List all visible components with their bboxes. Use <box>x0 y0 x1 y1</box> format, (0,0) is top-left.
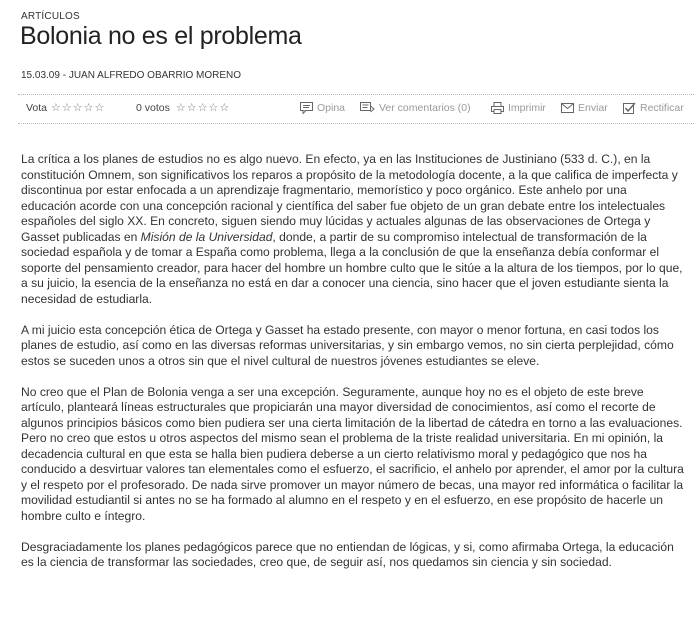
article-toolbar <box>18 94 694 124</box>
body-paragraph-1 <box>21 152 685 307</box>
article-byline: 15.03.09 - JUAN ALFREDO OBARRIO MORENO <box>21 70 242 81</box>
vote-widget <box>26 102 104 114</box>
body-paragraph-2: A mi juicio esta concepción ética de Ortega y Gasset ha estado presente, con mayor o menor fortuna, en casi todos los planes de estudio, así como en las diversas reformas universitarias, y sin embargo vemos, no sin cierta perplejidad, cómo estos se suceden unos a otros sin que el nivel cultural de nuestros jóvenes estudiantes se eleve. <box>21 322 674 368</box>
send-label: Enviar <box>578 102 608 114</box>
section-label: ARTÍCULOS <box>21 11 80 22</box>
star-icon[interactable]: ☆ <box>83 101 94 114</box>
view-comments-label: Ver comentarios (0) <box>379 102 471 114</box>
rectify-button[interactable] <box>623 102 684 114</box>
star-icon[interactable]: ☆ <box>72 101 83 114</box>
rectify-label: Rectificar <box>640 102 684 114</box>
body-text-span: La crítica a los planes de estudios no es algo nuevo. En efecto, ya en las Instituciones de Justiniano (533 d. C.), en la constitución Omnem, son significativos los reparos a propósito de la metodología docente, a la que califica de imperfecta y discontinua por estar enfocada a un aprendizaje fragmentario, memorístico y poco orgánico. Este anhelo por una educación acorde con una concepción racional y científica del saber fue objeto de un gran debate entre los intelectuales españoles del siglo XX. En concreto, siguen siendo muy lúcidas y actuales algunas de las observaciones de Ortega y Gasset publicadas en <box>21 152 678 244</box>
body-paragraph-3: No creo que el Plan de Bolonia venga a ser una excepción. Seguramente, aunque hoy no es el objeto de este breve artículo, planteará líneas estructurales que propiciarán una mayor diversidad de conocimientos, así como el recorte de algunos principios básicos como bien pudiera ser una cierta limitación de la libertad de cátedra en torno a las evaluaciones. Pero no creo que estos u otros aspectos del mismo sean el problema de la triste realidad universitaria. En mi opinión, la decadencia cultural en que esta se halla bien pudiera deberse a un cierto relativismo moral y pedagógico que nos ha conducido a desvirtuar valores tan elementales como el esfuerzo, el sacrificio, el anhelo por aprender, el amor por la cultura y el respeto por el profesorado. De nada sirve promover un mayor número de becas, una mayor red informática o facilitar la movilidad estudiantil si antes no se ha formado al alumno en el respeto y en el esfuerzo, en ese propósito de hacerle un hombre culto e íntegro. <box>21 384 684 523</box>
view-comments-button[interactable] <box>360 102 471 114</box>
star-icon[interactable]: ☆ <box>94 101 105 114</box>
votes-widget <box>136 102 229 114</box>
article-title: Bolonia no es el problema <box>20 22 302 50</box>
star-icon: ☆ <box>175 101 186 114</box>
comment-icon <box>300 102 313 114</box>
print-button[interactable] <box>491 102 546 114</box>
star-icon[interactable]: ☆ <box>61 101 72 114</box>
body-paragraph-4: Desgraciadamente los planes pedagógicos parece que no entiendan de lógicas, y si, como afirmaba Ortega, la educación es la ciencia de transformar las sociedades, creo que, de seguir así, nos quedamos sin ciencia y sin sociedad. <box>21 539 674 569</box>
opina-button[interactable] <box>300 102 345 114</box>
opina-label: Opina <box>317 102 346 114</box>
printer-icon <box>491 102 504 114</box>
votes-count: 0 votos <box>136 102 170 114</box>
checkbox-icon <box>623 102 636 114</box>
send-button[interactable] <box>561 102 608 114</box>
body-text-span: , donde, a partir de su compromiso intelectual de transformación de la sociedad española y de tomar a España como problema, llega a la conclusión de que la enseñanza debía conformar el soporte del pensamiento creador, para hacer del hombre un hombre culto que le sitúe a la altura de los tiempos, por lo que, a su juicio, la esencia de la enseñanza no está en dar a conocer una ciencia, sino hacer que el joven estudiante sienta la necesidad de estudiarla. <box>21 229 683 306</box>
star-icon: ☆ <box>186 101 197 114</box>
vote-stars[interactable] <box>51 103 104 114</box>
book-title: Misión de la Universidad <box>140 229 273 244</box>
vote-label: Vota <box>26 102 48 114</box>
article-body <box>21 152 685 586</box>
star-icon[interactable]: ☆ <box>51 101 61 114</box>
rating-stars <box>176 103 229 114</box>
star-icon: ☆ <box>208 101 219 114</box>
envelope-icon <box>561 103 574 113</box>
star-icon: ☆ <box>197 101 208 114</box>
comments-list-icon <box>360 102 375 114</box>
star-icon: ☆ <box>219 101 230 114</box>
print-label: Imprimir <box>508 102 546 114</box>
